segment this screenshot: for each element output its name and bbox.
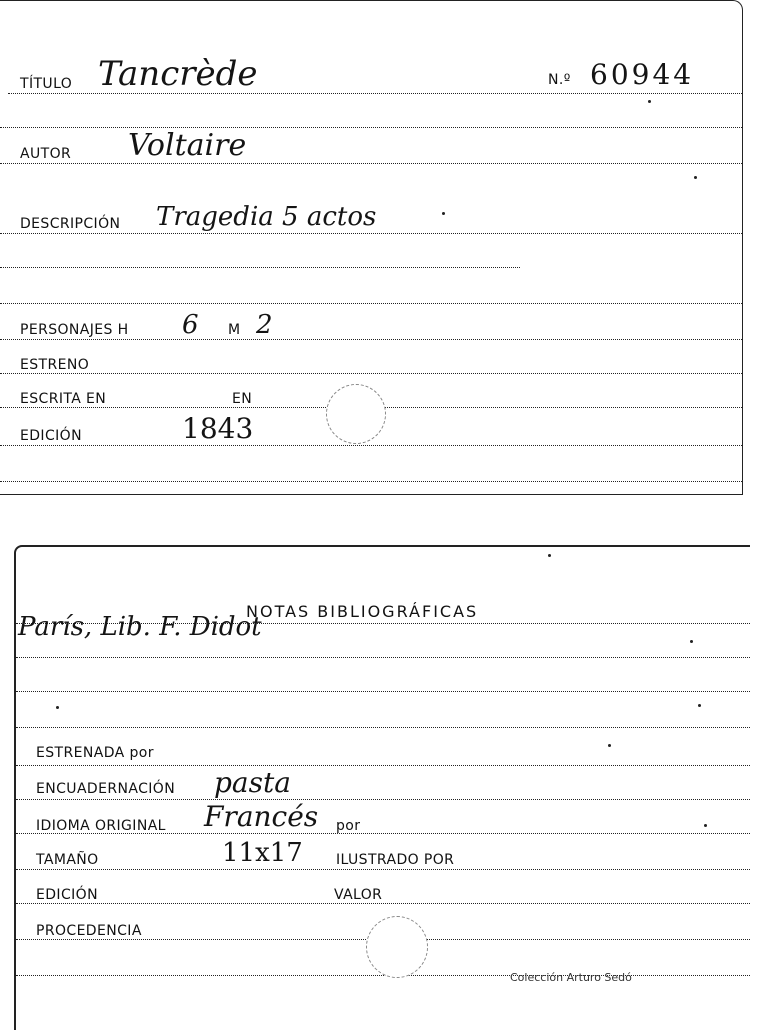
personajes-label: PERSONAJES H: [20, 322, 129, 338]
personajes-m-label: M: [228, 322, 241, 338]
speck: [442, 212, 445, 215]
punch-hole: [326, 384, 386, 444]
personajes-h-value: 6: [182, 310, 199, 340]
speck: [548, 554, 551, 557]
titulo-value: Tancrède: [98, 54, 258, 94]
punch-hole: [366, 916, 428, 978]
autor-label: AUTOR: [20, 146, 72, 162]
coleccion-stamp: Colección Arturo Sedó: [510, 971, 632, 984]
encuadernacion-label: ENCUADERNACIÓN: [36, 781, 176, 797]
valor-label: VALOR: [334, 887, 383, 903]
idioma-value: Francés: [204, 800, 319, 833]
edicion-back-label: EDICIÓN: [36, 887, 98, 903]
escrita-en-label: EN: [232, 391, 253, 407]
rule: [16, 691, 750, 692]
rule: [16, 765, 750, 766]
rule: [16, 869, 750, 870]
personajes-m-value: 2: [256, 310, 273, 340]
rule: [0, 339, 742, 340]
rule: [16, 727, 750, 728]
speck: [694, 176, 697, 179]
rule: [16, 799, 750, 800]
idioma-por-label: por: [336, 818, 361, 834]
rule: [0, 233, 742, 234]
speck: [56, 706, 59, 709]
notas-value: París, Lib. F. Didot: [18, 612, 262, 642]
descripcion-label: DESCRIPCIÓN: [20, 216, 121, 232]
ilustrado-label: ILUSTRADO POR: [336, 852, 455, 868]
rule: [0, 127, 742, 128]
idioma-label: IDIOMA ORIGINAL: [36, 818, 166, 834]
rule: [0, 373, 742, 374]
estreno-label: ESTRENO: [20, 357, 90, 373]
rule: [0, 163, 742, 164]
procedencia-label: PROCEDENCIA: [36, 923, 142, 939]
tamano-label: TAMAÑO: [36, 852, 99, 868]
rule: [0, 267, 520, 268]
speck: [698, 704, 701, 707]
edicion-label: EDICIÓN: [20, 428, 82, 444]
rule: [0, 481, 742, 482]
encuadernacion-value: pasta: [214, 766, 291, 799]
notas-title: NOTAS BIBLIOGRÁFICAS: [246, 602, 479, 621]
edicion-value: 1843: [182, 412, 254, 445]
descripcion-value: Tragedia 5 actos: [156, 202, 377, 232]
titulo-label: TÍTULO: [20, 76, 73, 92]
rule: [16, 903, 750, 904]
tamano-value: 11x17: [222, 838, 303, 868]
speck: [648, 100, 651, 103]
rule: [16, 657, 750, 658]
numero-value: 60944: [590, 58, 695, 91]
estrenada-label: ESTRENADA por: [36, 745, 154, 761]
rule: [0, 445, 742, 446]
numero-label: N.º: [548, 72, 571, 88]
autor-value: Voltaire: [128, 128, 247, 163]
rule: [0, 303, 742, 304]
speck: [690, 640, 693, 643]
speck: [608, 744, 611, 747]
escrita-label: ESCRITA EN: [20, 391, 107, 407]
speck: [704, 824, 707, 827]
